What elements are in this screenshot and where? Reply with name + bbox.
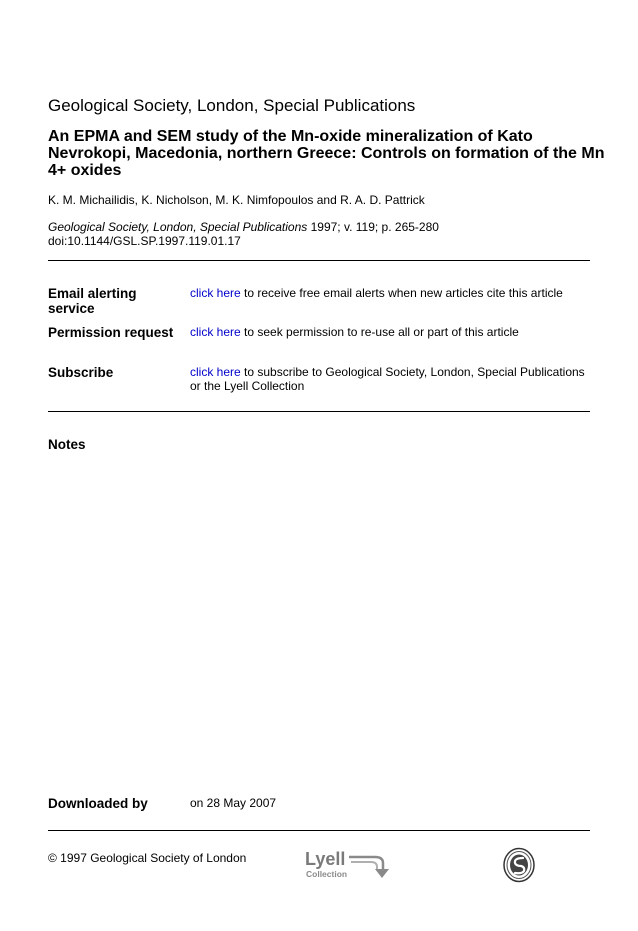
permission-request-description: to seek permission to re-use all or part of this article xyxy=(240,325,519,339)
lyell-logo-subtext: Collection xyxy=(306,869,348,879)
downloaded-date: on 28 May 2007 xyxy=(190,796,277,810)
lyell-collection-logo[interactable] xyxy=(305,848,395,882)
subscribe-label: Subscribe xyxy=(48,365,114,380)
permission-request-label: Permission request xyxy=(48,325,174,340)
copyright-notice: © 1997 Geological Society of London xyxy=(48,851,247,865)
permission-request-link[interactable]: click here xyxy=(190,325,241,339)
top-divider xyxy=(48,260,590,261)
notes-label: Notes xyxy=(48,437,86,452)
article-citation xyxy=(48,220,439,248)
subscribe-text xyxy=(190,365,590,393)
journal-header: Geological Society, London, Special Publications xyxy=(48,96,416,115)
lyell-logo-text: Lyell xyxy=(305,849,346,869)
middle-divider xyxy=(48,411,590,412)
citation-journal: Geological Society, London, Special Publications xyxy=(48,220,308,234)
geological-society-seal-icon xyxy=(503,847,535,883)
article-authors: K. M. Michailidis, K. Nicholson, M. K. Nimfopoulos and R. A. D. Pattrick xyxy=(48,193,425,207)
subscribe-link[interactable]: click here xyxy=(190,365,241,379)
permission-request-text xyxy=(190,325,590,339)
email-alerting-label: Email alerting service xyxy=(48,286,137,316)
article-title: An EPMA and SEM study of the Mn-oxide mineralization of Kato Nevrokopi, Macedonia, northern Greece: Controls on formation of the Mn 4+ oxides xyxy=(48,128,605,179)
email-alerting-link[interactable]: click here xyxy=(190,286,241,300)
downloaded-by-label: Downloaded by xyxy=(48,796,148,811)
citation-doi: doi:10.1144/GSL.SP.1997.119.01.17 xyxy=(48,234,241,248)
email-alerting-description: to receive free email alerts when new articles cite this article xyxy=(240,286,563,300)
bottom-divider xyxy=(48,830,590,831)
email-alerting-text xyxy=(190,286,590,300)
subscribe-description: to subscribe to Geological Society, London, Special Publications or the Lyell Collection xyxy=(190,365,585,393)
citation-details: 1997; v. 119; p. 265-280 xyxy=(307,220,439,234)
